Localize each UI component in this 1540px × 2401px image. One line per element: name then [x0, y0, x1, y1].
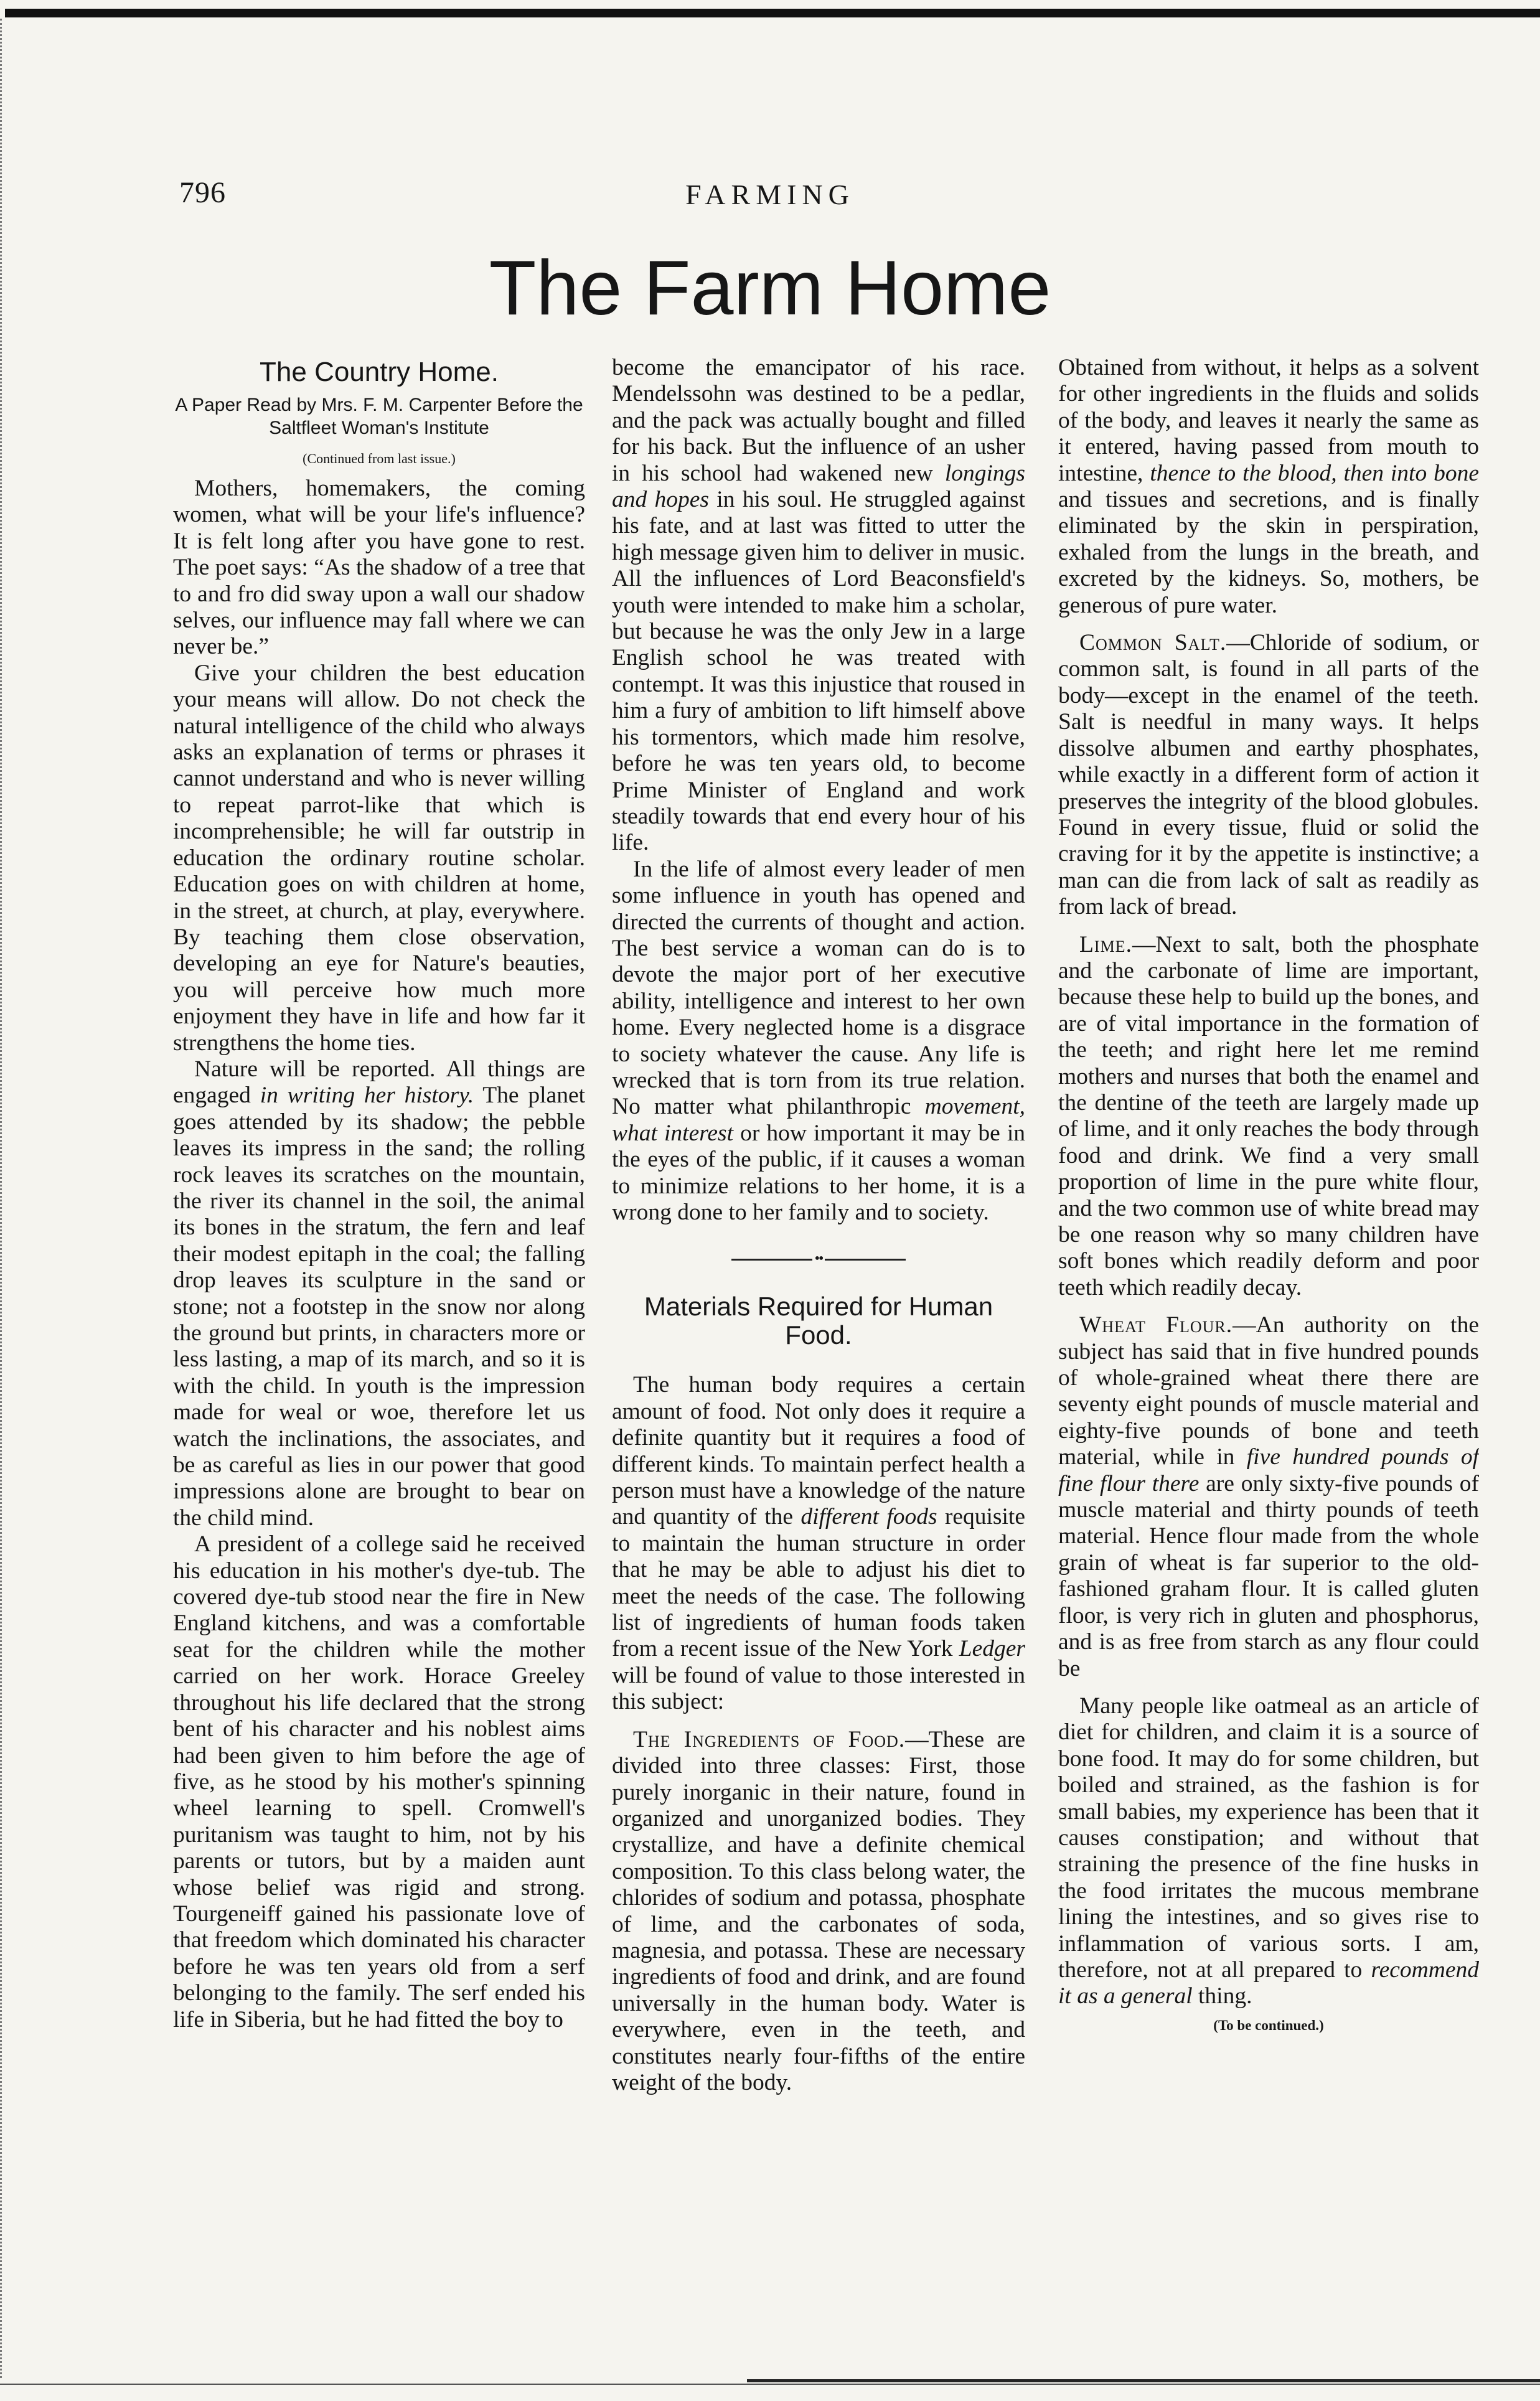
paragraph: Common Salt.—Chloride of sodium, or common salt, is found in all parts of the body—except in the enamel of the teeth. Salt is needful in many ways. It helps dissolve albumen and earthy phosphates, while exactly in a different form of action it preserves the integrity of the blood globules. Found in every tissue, fluid or solid the craving for it by the appetite is instinctive; a man can die from lack of salt as readily as from lack of bread.	[1058, 630, 1479, 920]
article-title-country-home: The Country Home.	[260, 357, 499, 387]
scan-edge-marks	[0, 19, 8, 2378]
page-number: 796	[179, 176, 226, 209]
subhead-ingredients: The Ingredients of Food.	[633, 1726, 906, 1752]
subhead-common-salt: Common Salt.	[1079, 630, 1227, 656]
paragraph: A president of a college said he received his education in his mother's dye-tub. The covered dye-tub stood near the fire in New England kitchens, and was a comfortable seat for the children while the mother carried on her work. Horace Greeley throughout his life declared that the strong bent of his character and his noblest aims had been given to him before the age of five, as he stood by his mother's spinning wheel learning to spell. Cromwell's puritanism was taught to him, not by his parents or tutors, but by a maiden aunt whose belief was rigid and strong. Tourgeneiff gained his passionate love of that freedom which dominated his character before he was ten years old from a serf belonging to the family. The serf ended his life in Siberia, but he had fitted the boy to	[173, 1531, 585, 2032]
paragraph: Lime.—Next to salt, both the phosphate and the carbonate of lime are important, because these help to build up the bones, and are of vital importance in the formation of the teeth; and right here let me remind mothers and nurses that both the enamel and the dentine of the teeth are largely made up of lime, and it only reaches the body through food and drink. We find a very small proportion of lime in the pure white flour, and the two common use of white bread may be one reason why so many children have soft bones which readily deform and poor teeth which readily decay.	[1058, 931, 1479, 1300]
continued-note: (Continued from last issue.)	[303, 451, 456, 466]
paragraph: Obtained from without, it helps as a solvent for other ingredients in the fluids and solids of the body, and leaves it nearly the same as it entered, having passed from mouth to intestine, thence to the blood, then into bone and tissues and secretions, and is finally eliminated by the skin in perspiration, exhaled from the lungs in the breath, and excreted by the kidneys. So, mothers, be generous of pure water.	[1058, 355, 1479, 618]
paragraph: The Ingredients of Food.—These are divided into three classes: First, those purely inorganic in their nature, found in organized and unorganized bodies. They crystallize, and have a definite chemical composition. To this class belong water, the chlorides of sodium and potassa, phosphate of lime, and the carbonates of soda, magnesia, and potassa. These are necessary ingredients of food and drink, and are found universally in the human body. Water is everywhere, even in the teeth, and constitutes nearly four-fifths of the entire weight of the body.	[612, 1726, 1025, 2095]
column-3	[1058, 355, 1479, 2372]
bottom-page-rule	[747, 2379, 1540, 2382]
article-title-human-food: Materials Required for Human Food.	[644, 1292, 993, 1350]
paragraph: Many people like oatmeal as an article of diet for children, and claim it is a source of bone food. It may do for some children, but boiled and strained, as the fashion is for small babies, my experience has been that it causes constipation; and without that straining the presence of the fine husks in the food irritates the mucous membrane lining the intestines, and so gives rise to inflammation of various sorts. I am, therefore, not at all prepared to recommend it as a general thing.	[1058, 1693, 1479, 2009]
paragraph: become the emancipator of his race. Mendelssohn was destined to be a pedlar, and the pack was actually bought and filled for his back. But the influence of an usher in his school had wakened new longings and hopes in his soul. He struggled against his fate, and at last was fitted to utter the high message given him to deliver in music. All the influences of Lord Beaconsfield's youth were intended to make him a scholar, but because he was the only Jew in a large English school he was treated with contempt. It was this injustice that roused in him a fury of ambition to lift himself above his tormentors, which made him resolve, before he was ten years old, to become Prime Minister of England and work steadily towards that end every hour of his life.	[612, 355, 1025, 856]
paragraph: Wheat Flour.—An authority on the subject has said that in five hundred pounds of whole-grained wheat there there are seventy eight pounds of muscle material and eighty-five pounds of bone and teeth material, while in five hundred pounds of fine flour there are only sixty-five pounds of muscle material and thirty pounds of teeth material. Hence flour made from the whole grain of wheat is far superior to the old-fashioned graham flour. It is called gluten floor, is very rich in gluten and phosphorus, and is as free from starch as any flour could be	[1058, 1312, 1479, 1681]
running-head: FARMING	[685, 179, 855, 210]
subhead-lime: Lime.	[1079, 931, 1132, 957]
paragraph: Mothers, homemakers, the coming women, what will be your life's influence? It is felt long after you have gone to rest. The poet says: “As the shadow of a tree that to and fro did sway upon a wall our shadow selves, our influence may fall where we can never be.”	[173, 476, 585, 660]
column-2	[612, 355, 1025, 2372]
column-1	[173, 355, 585, 2372]
paragraph: Give your children the best education your means will allow. Do not check the natural intelligence of the child who always asks an explanation of terms or phrases it cannot understand and who is never willing to repeat parrot-like that which is incomprehensible; he will far outstrip in education the ordinary routine scholar. Education goes on with children at home, in the street, at church, at play, everywhere. By teaching them close observation, developing an eye for Nature's beauties, you will perceive how much more enjoyment they have in life and how far it strengthens the home ties.	[173, 660, 585, 1056]
paragraph: In the life of almost every leader of men some influence in youth has opened and directed the currents of thought and action. The best service a woman can do is to devote the major port of her executive ability, intelligence and interest to her own home. Every neglected home is a disgrace to society whatever the cause. Any life is wrecked that is torn from its true relation. No matter what philanthropic movement, what interest or how important it may be in the eyes of the public, if it causes a woman to minimize relations to her home, it is a wrong done to her family and to society.	[612, 856, 1025, 1225]
top-page-rule	[5, 9, 1540, 17]
bottom-thin-rule	[0, 2384, 1540, 2385]
section-title: The Farm Home	[489, 245, 1051, 331]
article-subtitle: A Paper Read by Mrs. F. M. Carpenter Before the Saltfleet Woman's Institute	[175, 395, 583, 438]
to-be-continued-note: (To be continued.)	[1213, 2017, 1324, 2033]
paragraph: The human body requires a certain amount of food. Not only does it require a definite quantity but it requires a food of different kinds. To maintain perfect health a person must have a knowledge of the nature and quantity of the different foods requisite to maintain the human structure in order that he may be able to adjust his diet to meet the needs of the case. The following list of ingredients of human foods taken from a recent issue of the New York Ledger will be found of value to those interested in this subject:	[612, 1372, 1025, 1715]
article-divider: ••	[612, 1251, 1025, 1267]
subhead-wheat-flour: Wheat Flour.	[1079, 1312, 1233, 1338]
paragraph: Nature will be reported. All things are engaged in writing her history. The planet goes attended by its shadow; the pebble leaves its impress in the sand; the rolling rock leaves its scratches on the mountain, the river its channel in the soil, the animal its bones in the stratum, the fern and leaf their modest epitaph in the coal; the falling drop leaves its sculpture in the sand or stone; not a footstep in the snow nor along the ground but prints, in characters more or less lasting, a map of its march, and so it is with the child. In youth is the impression made for weal or woe, therefore let us watch the inclinations, the associates, and be as careful as lies in our power that good impressions alone are brought to bear on the child mind.	[173, 1056, 585, 1531]
